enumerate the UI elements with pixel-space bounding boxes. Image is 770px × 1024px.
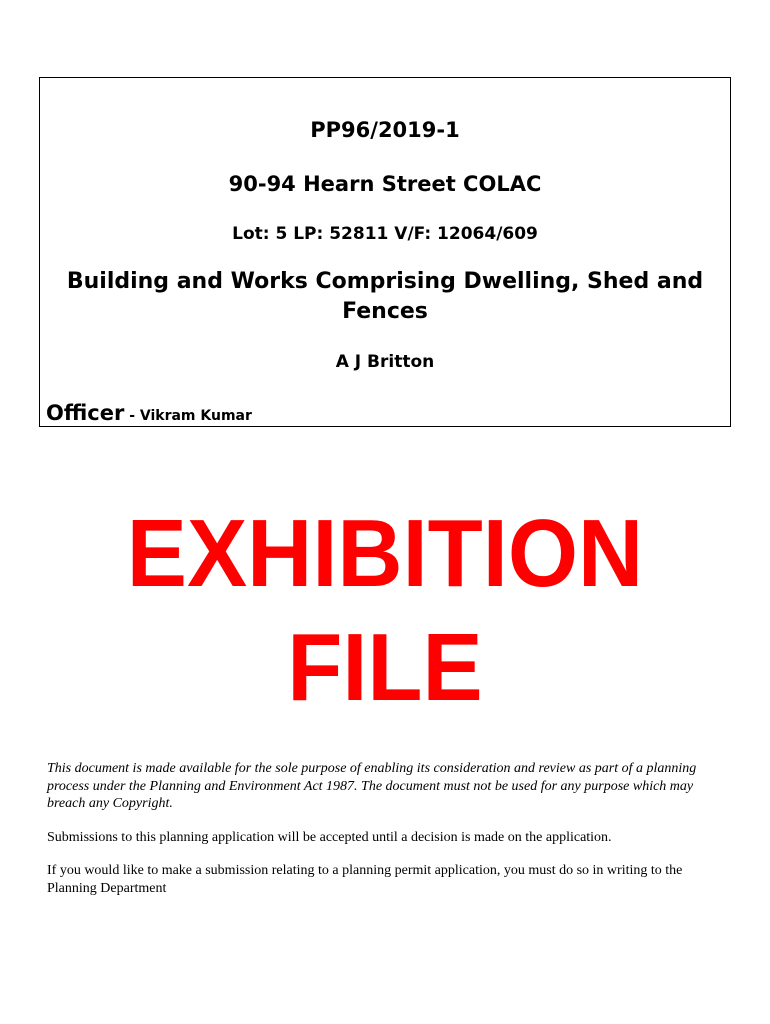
submissions-notice: Submissions to this planning application will be accepted until a decision is made on the application. (47, 829, 612, 845)
property-address: 90-94 Hearn Street COLAC (228, 172, 542, 196)
copyright-disclaimer: This document is made available for the sole purpose of enabling its consideration and review as part of a planning process under the Planning and Environment Act 1987. The document must not be used for any purpose which may breach any Copyright. (47, 761, 697, 811)
application-details-box (39, 77, 731, 427)
proposal-description: Building and Works Comprising Dwelling, Shed and Fences (66, 269, 704, 324)
officer-label: Officer (46, 401, 125, 425)
officer-name: - Vikram Kumar (124, 408, 252, 424)
exhibition-file-banner (0, 497, 770, 725)
banner-line-exhibition: EXHIBITION (126, 500, 644, 607)
notice-section (47, 760, 727, 913)
banner-line-file: FILE (287, 614, 483, 721)
title-details: Lot: 5 LP: 52811 V/F: 12064/609 (232, 224, 538, 244)
officer-line (46, 401, 252, 425)
permit-number: PP96/2019-1 (310, 118, 460, 142)
applicant-name: A J Britton (335, 352, 435, 372)
submission-instructions: If you would like to make a submission relating to a planning permit application, you must do so in writing to the Planning Department (47, 863, 683, 896)
